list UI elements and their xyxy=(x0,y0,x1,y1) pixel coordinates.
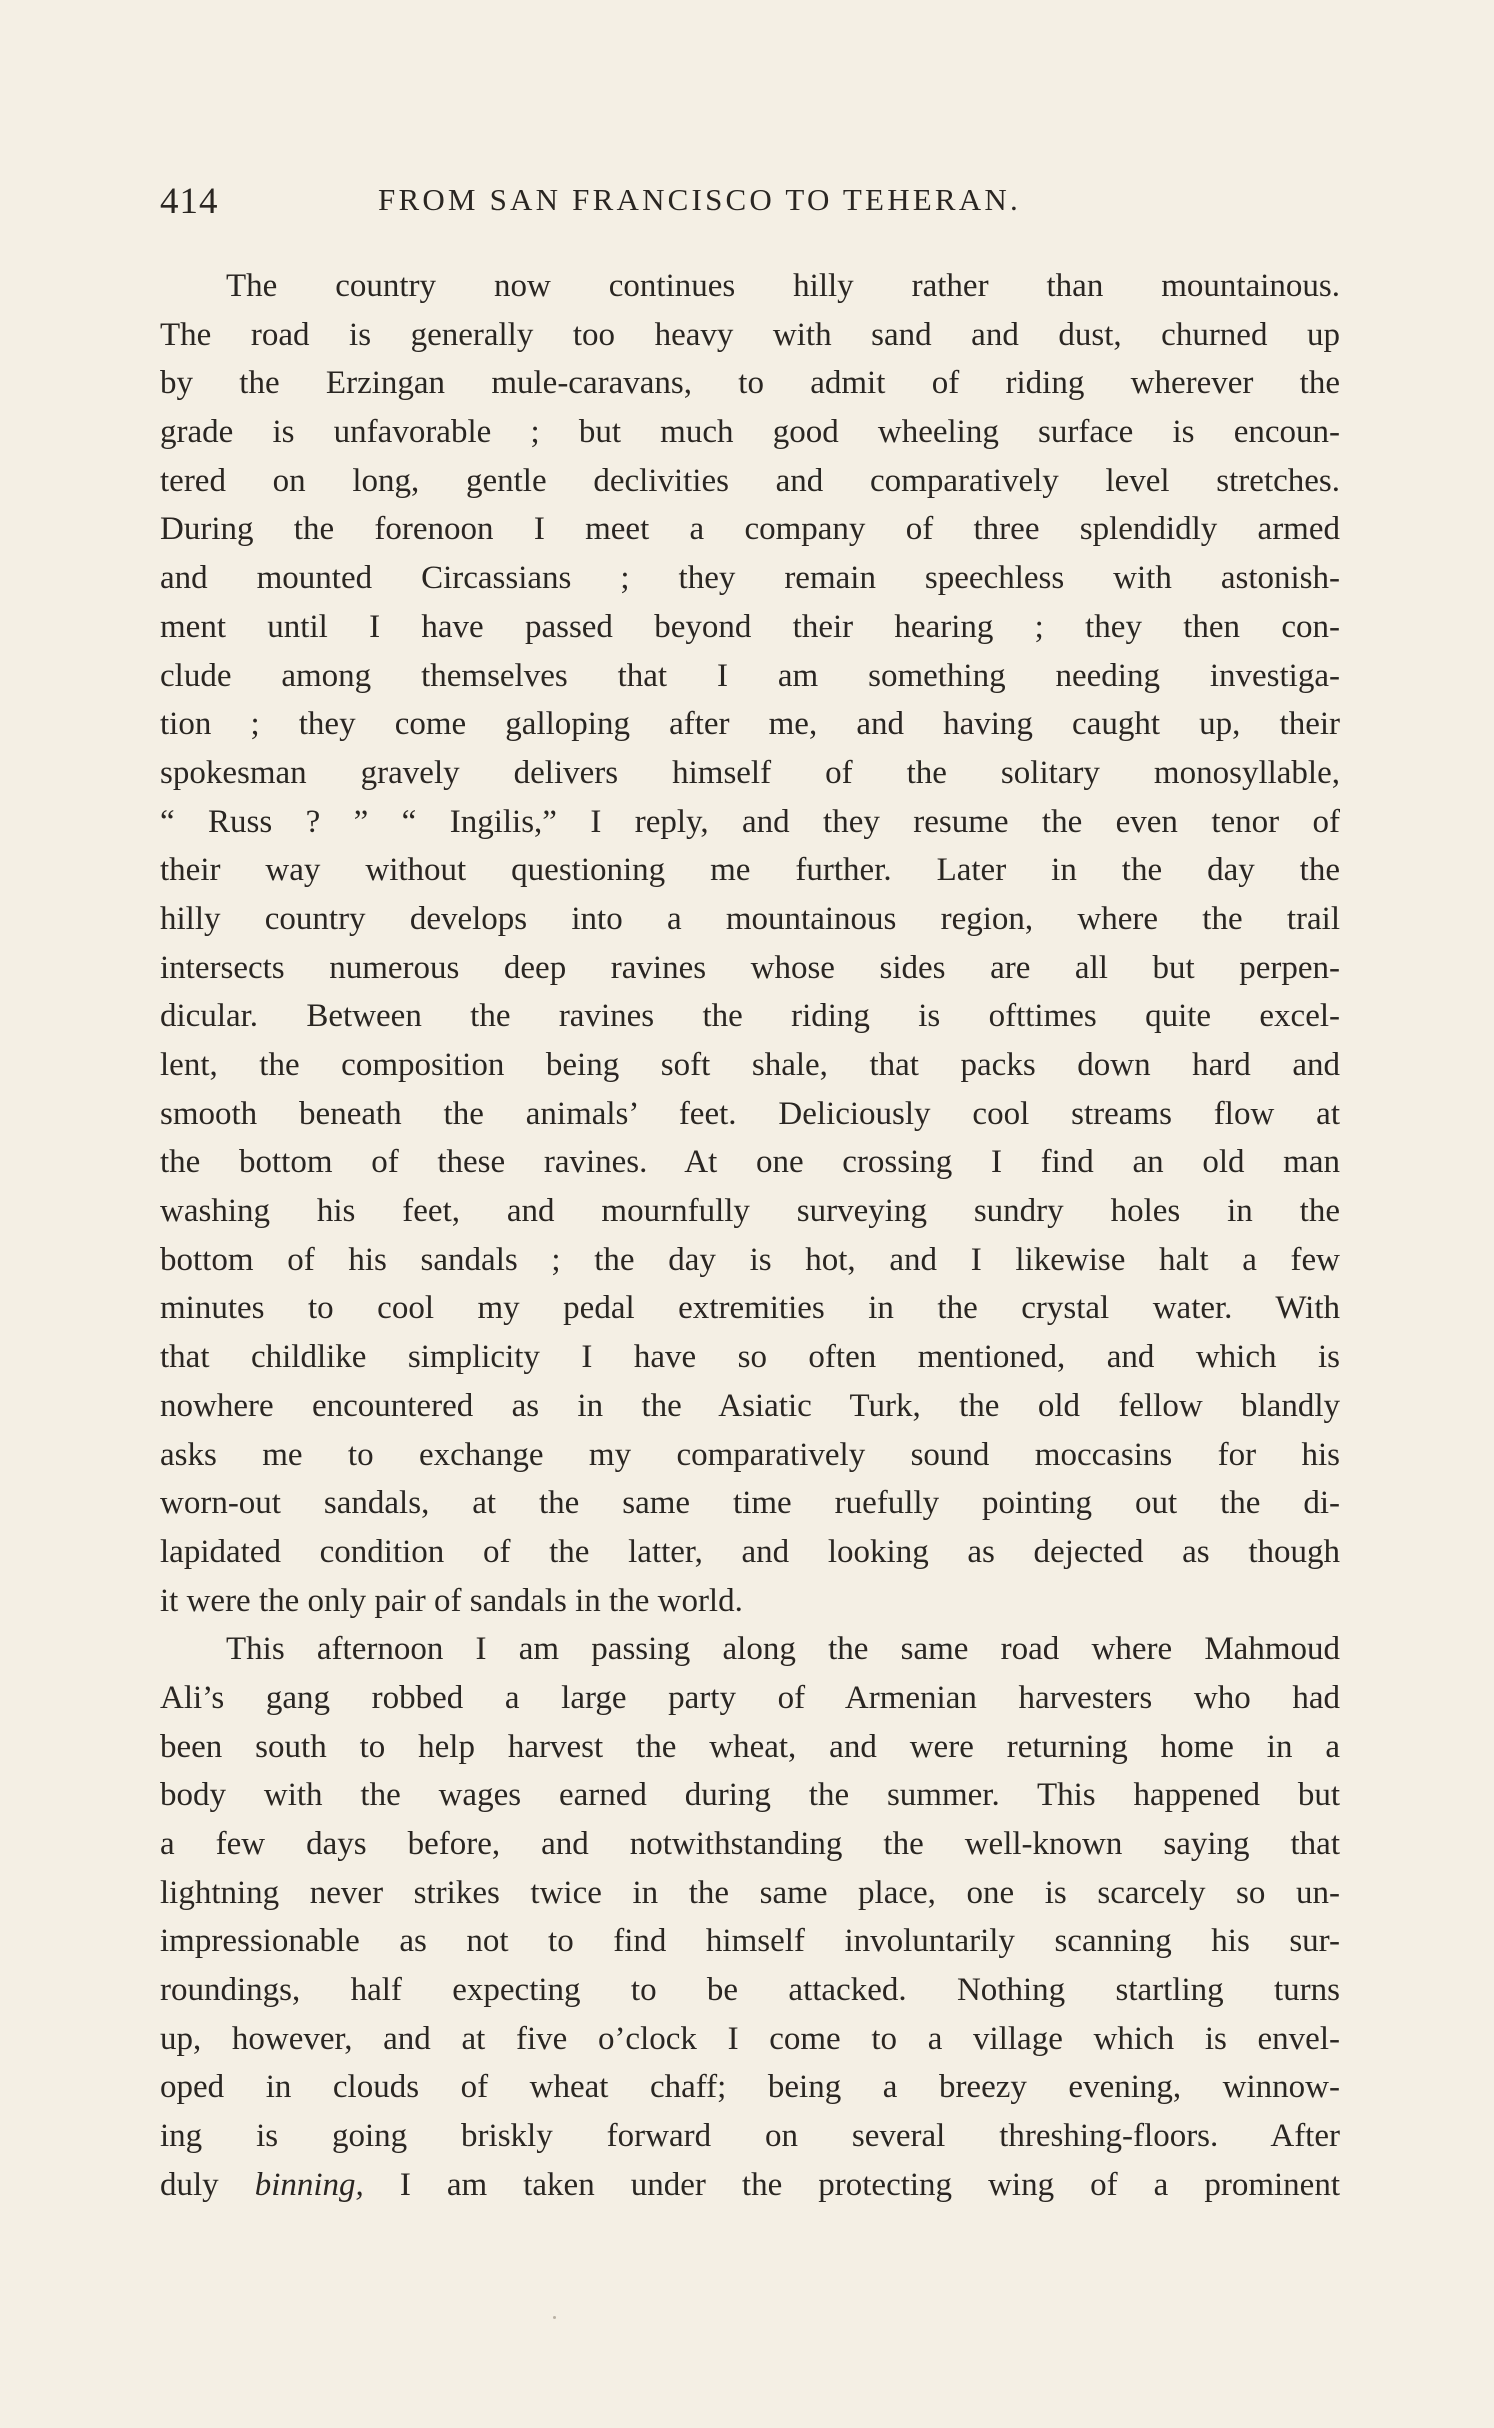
text-line: intersects numerous deep ravines whose sides are all but perpen- xyxy=(160,949,1340,986)
body-text xyxy=(160,262,1340,2210)
text-line: ment until I have passed beyond their hearing ; they then con- xyxy=(160,608,1340,645)
text-line: “ Russ ? ” “ Ingilis,” I reply, and they resume the even tenor of xyxy=(160,803,1340,840)
text-line: Ali’s gang robbed a large party of Armenian harvesters who had xyxy=(160,1679,1340,1716)
italic-word: binning, xyxy=(254,2166,364,2203)
text-line: been south to help harvest the wheat, and were returning home in a xyxy=(160,1728,1340,1765)
text-line: lapidated condition of the latter, and looking as dejected as though xyxy=(160,1533,1340,1570)
text-line: minutes to cool my pedal extremities in the crystal water. With xyxy=(160,1290,1340,1327)
text-line: by the Erzingan mule-caravans, to admit of riding wherever the xyxy=(160,365,1340,402)
text-line: roundings, half expecting to be attacked. Nothing startling turns xyxy=(160,1972,1340,2009)
text-line: During the forenoon I meet a company of three splendidly armed xyxy=(160,511,1340,548)
text-line: The country now continues hilly rather than mountainous. xyxy=(226,268,1340,304)
text-line: impressionable as not to find himself involuntarily scanning his sur- xyxy=(160,1923,1340,1960)
text-line: dicular. Between the ravines the riding is ofttimes quite excel- xyxy=(160,998,1340,1035)
text-line: nowhere encountered as in the Asiatic Turk, the old fellow blandly xyxy=(160,1387,1340,1424)
page-number: 414 xyxy=(160,181,219,222)
text-line: spokesman gravely delivers himself of the solitary monosyllable, xyxy=(160,754,1340,791)
running-head: FROM SAN FRANCISCO TO TEHERAN. xyxy=(378,182,1021,217)
text-line: worn-out sandals, at the same time ruefully pointing out the di- xyxy=(160,1485,1340,1522)
text-line: their way without questioning me further. Later in the day the xyxy=(160,852,1340,889)
text-line: a few days before, and notwithstanding the well-known saying that xyxy=(160,1826,1340,1862)
text-line: smooth beneath the animals’ feet. Deliciously cool streams flow at xyxy=(160,1095,1340,1132)
text-line: asks me to exchange my comparatively sound moccasins for his xyxy=(160,1436,1340,1473)
text-line: lightning never strikes twice in the same place, one is scarcely so un- xyxy=(160,1874,1340,1911)
paragraph-end-line: it were the only pair of sandals in the world. xyxy=(160,1582,743,1619)
text-line: hilly country develops into a mountainous region, where the trail xyxy=(160,900,1340,937)
text-line: lent, the composition being soft shale, that packs down hard and xyxy=(160,1047,1340,1083)
text-line: clude among themselves that I am something needing investiga- xyxy=(160,657,1340,694)
text-line: oped in clouds of wheat chaff; being a breezy evening, winnow- xyxy=(160,2069,1340,2106)
text-line: The road is generally too heavy with sand and dust, churned up xyxy=(160,316,1340,353)
text-line-italic xyxy=(160,2161,1340,2210)
paper-speck xyxy=(553,2316,556,2319)
text-line: tered on long, gentle declivities and comparatively level stretches. xyxy=(160,462,1340,499)
text-segment: duly xyxy=(160,2166,255,2203)
text-line: up, however, and at five o’clock I come to a village which is envel- xyxy=(160,2020,1340,2057)
text-segment: I am taken under the protecting wing of a prominent xyxy=(363,2166,1340,2203)
text-line: the bottom of these ravines. At one crossing I find an old man xyxy=(160,1144,1340,1181)
text-line: and mounted Circassians ; they remain speechless with astonish- xyxy=(160,560,1340,597)
text-line: tion ; they come galloping after me, and having caught up, their xyxy=(160,706,1340,743)
text-line: body with the wages earned during the summer. This happened but xyxy=(160,1777,1340,1814)
text-line: This afternoon I am passing along the same road where Mahmoud xyxy=(226,1631,1340,1668)
page-header xyxy=(160,180,1340,236)
text-line: bottom of his sandals ; the day is hot, and I likewise halt a few xyxy=(160,1241,1340,1278)
text-line: that childlike simplicity I have so often mentioned, and which is xyxy=(160,1339,1340,1376)
text-line: grade is unfavorable ; but much good wheeling surface is encoun- xyxy=(160,414,1340,451)
text-line: washing his feet, and mournfully surveying sundry holes in the xyxy=(160,1193,1340,1230)
text-line: ing is going briskly forward on several threshing-floors. After xyxy=(160,2118,1340,2155)
